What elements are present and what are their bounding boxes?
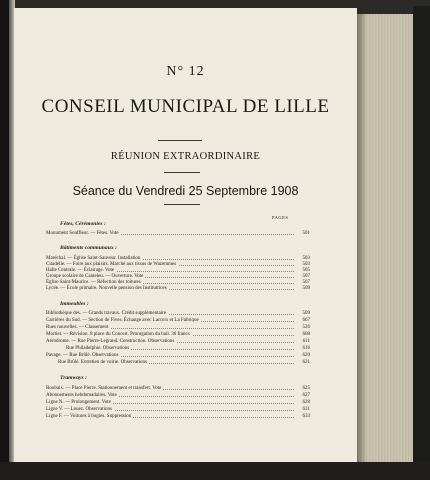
divider: [164, 204, 200, 205]
toc-row: Rues nouvelles. — Classement 526: [46, 325, 310, 330]
toc-row: Halle Centrale. — Éclairage. Vote 505: [46, 268, 310, 273]
issue-number: N° 12: [166, 64, 205, 79]
page-title: CONSEIL MUNICIPAL DE LILLE: [41, 96, 330, 117]
document-page: [14, 8, 357, 462]
background-surface: [0, 462, 430, 480]
divider: [158, 140, 202, 141]
divider: [164, 172, 200, 173]
toc-row: Citadelle. — Foire aux plaisirs. Marché aux tissus de Wazemmes 503: [46, 262, 310, 267]
book-cover-edge: [413, 6, 430, 480]
section-title: Fêtes, Cérémonies :: [60, 221, 106, 227]
toc-row: Abonnements hebdomadaires. Vote 627: [46, 393, 310, 398]
toc-row: Monument Souffleur. — Fêtes. Vote 501: [46, 231, 310, 236]
pages-column-header: PAGES: [272, 215, 289, 220]
section-title: Immeubles :: [60, 301, 89, 307]
toc-row: Ligne N. — Prolongement. Vote 628: [46, 400, 310, 405]
toc-row: Bibliothèque des. — Grands travaux. Crédit supplémentaire 509: [46, 311, 310, 316]
toc-row: Roubaix. — Place Pierre. Stationnement et transfert. Vote 625: [46, 386, 310, 391]
toc-row: Lycée. — École primaire. Nouvelle pension des Institutrices 509: [46, 286, 310, 291]
binding-gutter: [0, 0, 9, 480]
toc-row: Église Saint-Maurice. — Réfection des toitures 507: [46, 280, 310, 285]
toc-row: Carrières du Sud. — Section de Fives. Échange avec Lacroix et La Fabrique 667: [46, 318, 310, 323]
session-date: Séance du Vendredi 25 Septembre 1908: [72, 184, 299, 198]
toc-row: Rue Brûlé. Entretien de voirie. Observations 621: [46, 360, 310, 366]
meeting-type: RÉUNION EXTRAORDINAIRE: [110, 151, 261, 162]
section-title: Bâtiments communaux :: [60, 245, 117, 251]
toc-row: Pavage. — Rue Brûlé. Observations 620: [46, 353, 310, 358]
toc-row: Groupe scolaire de Canteleu. — Ouverture. Vote 507: [46, 274, 310, 279]
toc-row: Rue Philadelphie. Observations 616: [46, 346, 310, 352]
page-stack-shadow: [357, 14, 367, 466]
toc-row: Maréchal. — Église Saint-Sauveur. Installation 503: [46, 256, 310, 261]
section-title: Tramways :: [60, 375, 87, 381]
toc-row: Ligne F. — Voitures à bogies. Suppression 633: [46, 414, 310, 419]
toc-row: Ligne V. — Louez. Observations 631: [46, 407, 310, 412]
toc-row: Mortier. — Révision. 8 place du Concert. Prorogation du bail. 36 francs 608: [46, 332, 310, 337]
toc-row: Aérodrome. — Rue Pierre-Legrand. Construction. Observations 611: [46, 339, 310, 344]
